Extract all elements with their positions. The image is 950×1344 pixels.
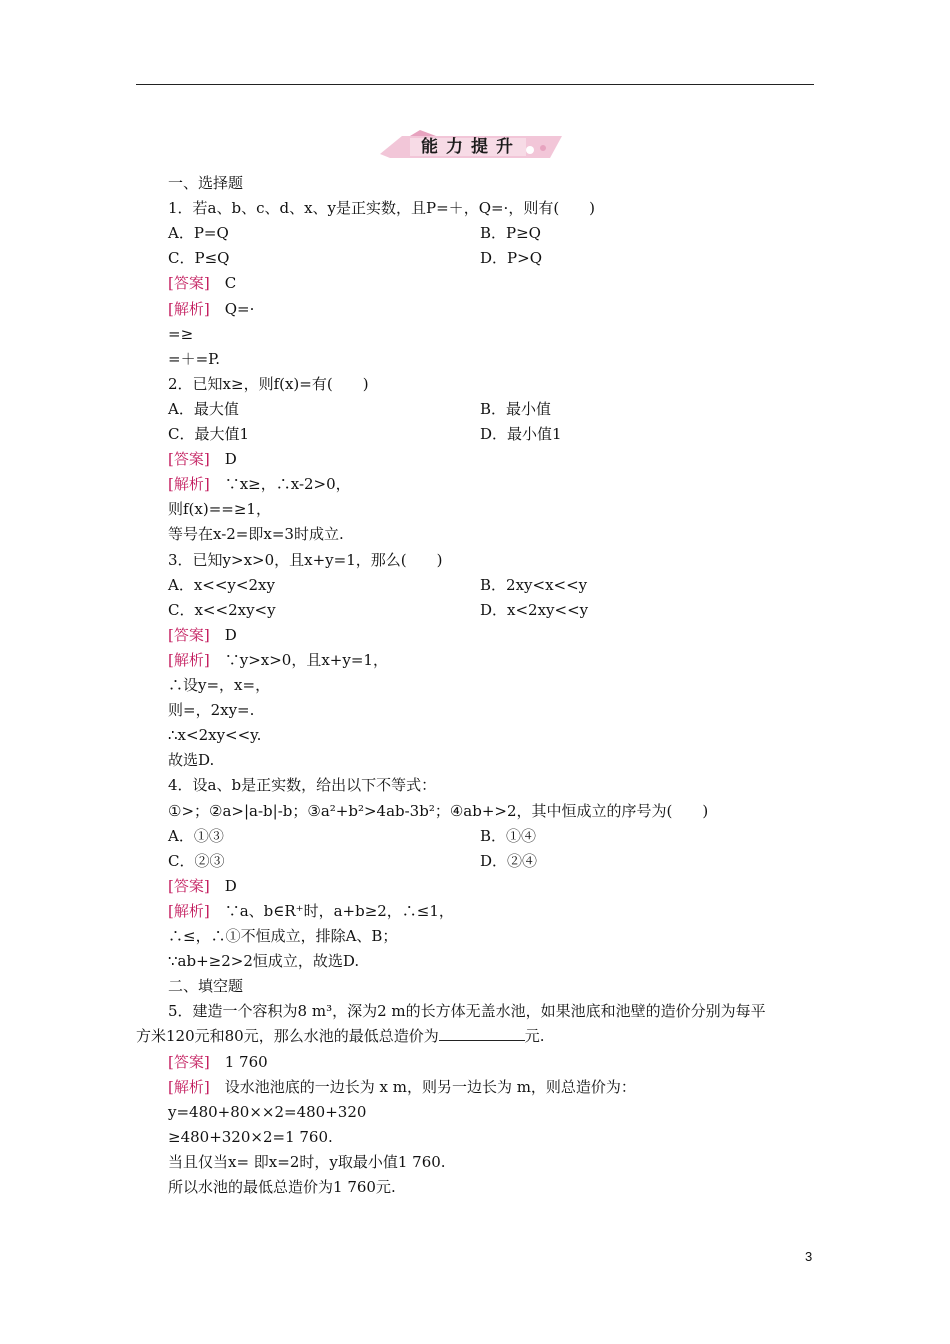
text-line <box>168 198 595 218</box>
answer-tag: [答案] <box>168 877 210 895</box>
answer-line <box>168 901 454 921</box>
text-line <box>168 976 243 996</box>
text-line <box>168 173 243 193</box>
line-text: 2．已知x≥，则f(x)=有( ) <box>168 375 369 393</box>
answer-tag: [解析] <box>168 651 210 669</box>
option-right: D．x<2xy<<y <box>480 601 589 619</box>
answer-tag: [解析] <box>168 475 210 493</box>
line-text: C <box>209 274 237 292</box>
option-left: C．P≤Q <box>168 249 230 267</box>
line-text-after: 元. <box>524 1027 545 1045</box>
answer-line <box>168 449 237 469</box>
line-text: D <box>209 450 237 468</box>
answer-tag: [解析] <box>168 1078 210 1096</box>
line-text: 设水池池底的一边长为 x m，则另一边长为 m，则总造价为： <box>209 1078 636 1096</box>
line-text: 3．已知y>x>0，且x+y=1，那么( ) <box>168 551 443 569</box>
option-right: D．最小值1 <box>480 425 562 443</box>
text-line <box>168 801 708 821</box>
line-text: ∴设y=，x=， <box>168 676 271 694</box>
text-line <box>168 700 254 720</box>
text-line <box>136 1026 545 1046</box>
option-right: B．2xy<x<<y <box>480 576 588 594</box>
answer-line <box>168 1052 268 1072</box>
section-banner <box>380 128 562 160</box>
answer-tag: [答案] <box>168 626 210 644</box>
text-line <box>168 524 344 544</box>
line-text: ∵x≥，∴x-2>0， <box>209 475 351 493</box>
line-text: ①>；②a>|a-b|-b；③a²+b²>4ab-3b²；④ab+>2，其中恒成立的序号为( ) <box>168 802 709 820</box>
answer-tag: [解析] <box>168 902 210 920</box>
line-text: 4．设a、b是正实数，给出以下不等式： <box>168 776 437 794</box>
text-line <box>168 1127 333 1147</box>
answer-line <box>168 299 254 319</box>
option-left: C．x<<2xy<y <box>168 601 276 619</box>
line-text: 则=，2xy=. <box>168 701 255 719</box>
text-line <box>168 750 214 770</box>
banner-title: 能力提升 <box>421 137 521 157</box>
answer-tag: [答案] <box>168 450 210 468</box>
line-text: D <box>209 626 237 644</box>
answer-blank <box>439 1026 525 1041</box>
line-text: 1 760 <box>209 1053 268 1071</box>
option-left: A．P=Q <box>168 224 229 242</box>
header-rule <box>136 84 814 85</box>
line-text: ∵a、b∈R⁺时，a+b≥2，∴≤1， <box>209 902 454 920</box>
option-right: D．P>Q <box>480 249 542 267</box>
option-left: A．最大值 <box>168 400 239 418</box>
answer-line <box>168 876 237 896</box>
line-text: 方米120元和80元，那么水池的最低总造价为 <box>136 1027 439 1045</box>
text-line <box>168 775 436 795</box>
line-text: Q=· <box>209 300 255 318</box>
line-text: 一、选择题 <box>168 174 244 192</box>
text-line <box>168 725 261 745</box>
line-text: ≥480+320×2=1 760. <box>168 1128 333 1146</box>
answer-line <box>168 650 388 670</box>
answer-tag: [答案] <box>168 274 210 292</box>
line-text: ∵ab+≥2>2恒成立，故选D. <box>168 952 360 970</box>
text-line <box>168 951 359 971</box>
text-line <box>168 349 220 369</box>
text-line <box>168 1001 766 1021</box>
line-text: D <box>209 877 237 895</box>
line-text: 所以水池的最低总造价为1 760元. <box>168 1178 396 1196</box>
option-left: A．①③ <box>168 827 224 845</box>
answer-line <box>168 625 237 645</box>
text-line <box>168 550 442 570</box>
line-text: ∵y>x>0，且x+y=1， <box>209 651 388 669</box>
text-line <box>168 1177 396 1197</box>
line-text: 1．若a、b、c、d、x、y是正实数，且P=＋，Q=·，则有( ) <box>168 199 596 217</box>
answer-tag: [答案] <box>168 1053 210 1071</box>
line-text: ∴x<2xy<<y. <box>168 726 262 744</box>
answer-line <box>168 273 236 293</box>
text-line <box>168 1152 446 1172</box>
line-text: ∴≤，∴①不恒成立，排除A、B； <box>168 927 398 945</box>
line-text: 则f(x)==≥1， <box>168 500 271 518</box>
line-text: 二、填空题 <box>168 977 244 995</box>
line-text: =≥ <box>168 325 194 343</box>
text-line <box>168 675 270 695</box>
line-text: 故选D. <box>168 751 215 769</box>
answer-tag: [解析] <box>168 300 210 318</box>
line-text: y=480+80××2=480+320 <box>168 1103 367 1121</box>
option-left: A．x<<y<2xy <box>168 576 275 594</box>
text-line <box>168 324 193 344</box>
text-line <box>168 926 397 946</box>
line-text: =＋=P. <box>168 350 220 368</box>
answer-line <box>168 474 351 494</box>
option-right: D．②④ <box>480 852 538 870</box>
page-number: 3 <box>805 1249 813 1264</box>
option-left: C．②③ <box>168 852 225 870</box>
line-text: 等号在x-2=即x=3时成立. <box>168 525 344 543</box>
text-line <box>168 499 271 519</box>
text-line <box>168 1102 366 1122</box>
option-right: B．P≥Q <box>480 224 541 242</box>
option-right: B．最小值 <box>480 400 552 418</box>
line-text: 当且仅当x= 即x=2时，y取最小值1 760. <box>168 1153 446 1171</box>
line-text: 5．建造一个容积为8 m³，深为2 m的长方体无盖水池，如果池底和池壁的造价分别为每平 <box>168 1002 766 1020</box>
option-right: B．①④ <box>480 827 537 845</box>
option-left: C．最大值1 <box>168 425 250 443</box>
text-line <box>168 374 369 394</box>
answer-line <box>168 1077 636 1097</box>
